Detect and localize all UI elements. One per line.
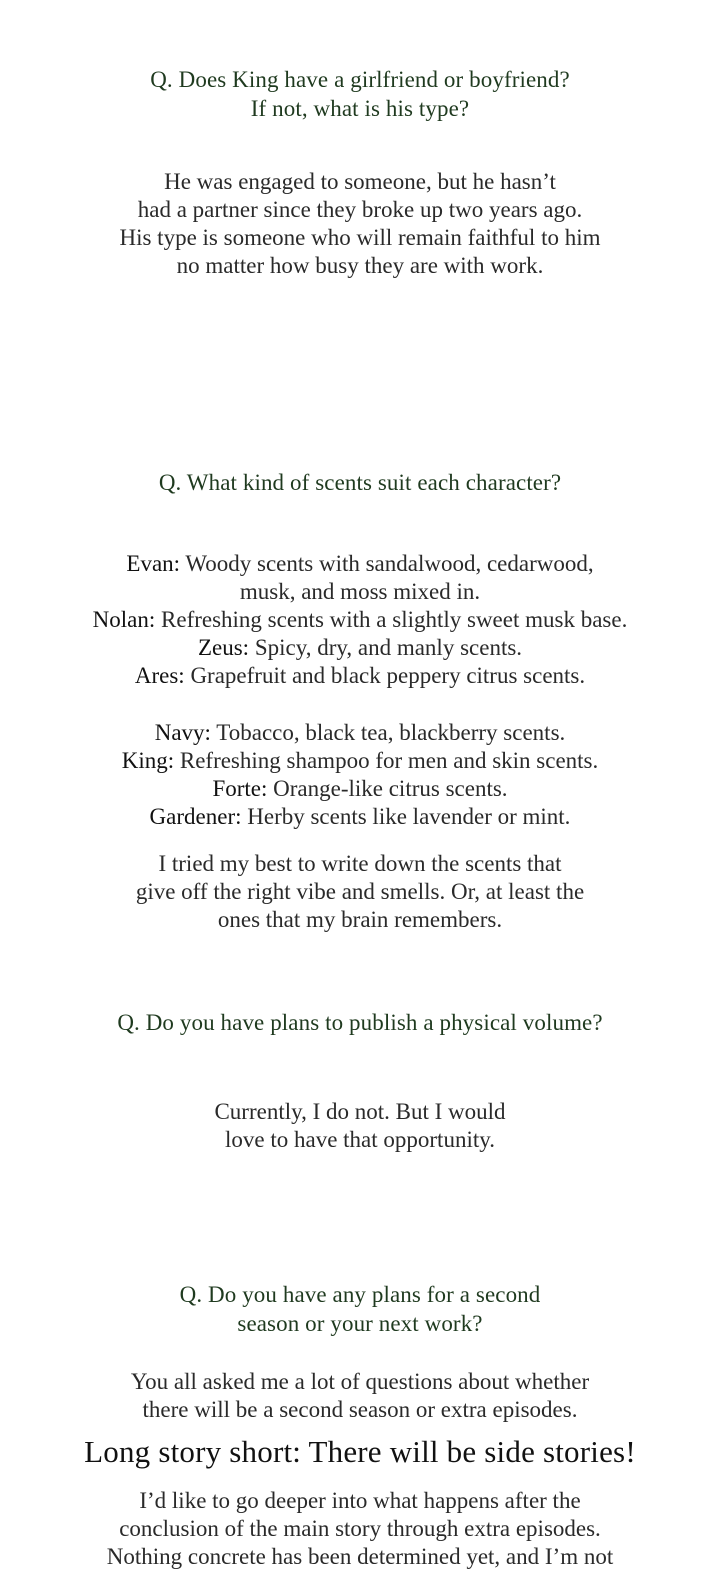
note-line: give off the right vibe and smells. Or, at least the <box>135 879 585 904</box>
scent-list-group-2 <box>0 719 720 831</box>
question-line: Q. What kind of scents suit each character? <box>158 470 562 495</box>
scent-description: musk, and moss mixed in. <box>239 579 481 604</box>
scent-description: Spicy, dry, and manly scents. <box>249 635 523 660</box>
scent-entry-nolan <box>0 606 720 634</box>
character-name: Evan: <box>126 551 181 576</box>
character-name: Navy: <box>154 720 211 745</box>
scent-entry-king <box>0 747 720 775</box>
followup-line: conclusion of the main story through extra episodes. <box>119 1516 601 1541</box>
scent-entry-ares <box>0 662 720 690</box>
followup-line: I’d like to go deeper into what happens after the <box>139 1488 581 1513</box>
answer-physical-volume <box>0 1098 720 1154</box>
character-name: Forte: <box>212 776 268 801</box>
scent-description: Refreshing shampoo for men and skin scents. <box>174 748 599 773</box>
answer-second-season <box>0 1368 720 1424</box>
note-line: I tried my best to write down the scents that <box>158 851 562 876</box>
answer-line: love to have that opportunity. <box>225 1127 495 1152</box>
scent-entry-evan-cont <box>0 578 720 606</box>
question-line: Q. Do you have any plans for a second <box>179 1282 541 1307</box>
character-name: Gardener: <box>149 804 242 829</box>
question-line: If not, what is his type? <box>250 96 470 121</box>
scent-note <box>0 850 720 934</box>
answer-line: You all asked me a lot of questions about whether <box>130 1369 590 1394</box>
question-king-partner <box>0 65 720 123</box>
character-name: King: <box>121 748 175 773</box>
question-line: Q. Do you have plans to publish a physical volume? <box>117 1010 603 1035</box>
character-name: Zeus: <box>197 635 250 660</box>
question-physical-volume <box>0 1008 720 1037</box>
answer-line: Currently, I do not. But I would <box>214 1099 506 1124</box>
scent-description: Woody scents with sandalwood, cedarwood, <box>180 551 594 576</box>
scent-description: Orange-like citrus scents. <box>267 776 508 801</box>
answer-line: He was engaged to someone, but he hasn’t <box>164 169 556 194</box>
question-scents <box>0 468 720 497</box>
answer-line: had a partner since they broke up two years ago. <box>137 197 583 222</box>
scent-list-group-1 <box>0 550 720 690</box>
character-name: Ares: <box>134 663 185 688</box>
question-line: season or your next work? <box>237 1311 483 1336</box>
scent-entry-zeus <box>0 634 720 662</box>
question-second-season <box>0 1280 720 1338</box>
highlight-line: Long story short: There will be side stories! <box>84 1434 636 1469</box>
question-line: Q. Does King have a girlfriend or boyfriend? <box>150 67 570 92</box>
scent-entry-evan <box>0 550 720 578</box>
scent-description: Herby scents like lavender or mint. <box>241 804 571 829</box>
character-name: Nolan: <box>92 607 156 632</box>
followup-line: Nothing concrete has been determined yet, and I’m not <box>106 1544 614 1569</box>
scent-description: Tobacco, black tea, blackberry scents. <box>210 720 566 745</box>
note-line: ones that my brain remembers. <box>217 907 503 932</box>
scent-entry-navy <box>0 719 720 747</box>
scent-entry-forte <box>0 775 720 803</box>
answer-line: His type is someone who will remain faithful to him <box>119 225 601 250</box>
side-stories-highlight <box>0 1434 720 1470</box>
followup-second-season <box>0 1487 720 1571</box>
answer-line: there will be a second season or extra episodes. <box>142 1397 578 1422</box>
answer-king-partner <box>0 168 720 280</box>
answer-line: no matter how busy they are with work. <box>176 253 544 278</box>
scent-description: Refreshing scents with a slightly sweet musk base. <box>155 607 628 632</box>
scent-entry-gardener <box>0 803 720 831</box>
scent-description: Grapefruit and black peppery citrus scents. <box>184 663 586 688</box>
